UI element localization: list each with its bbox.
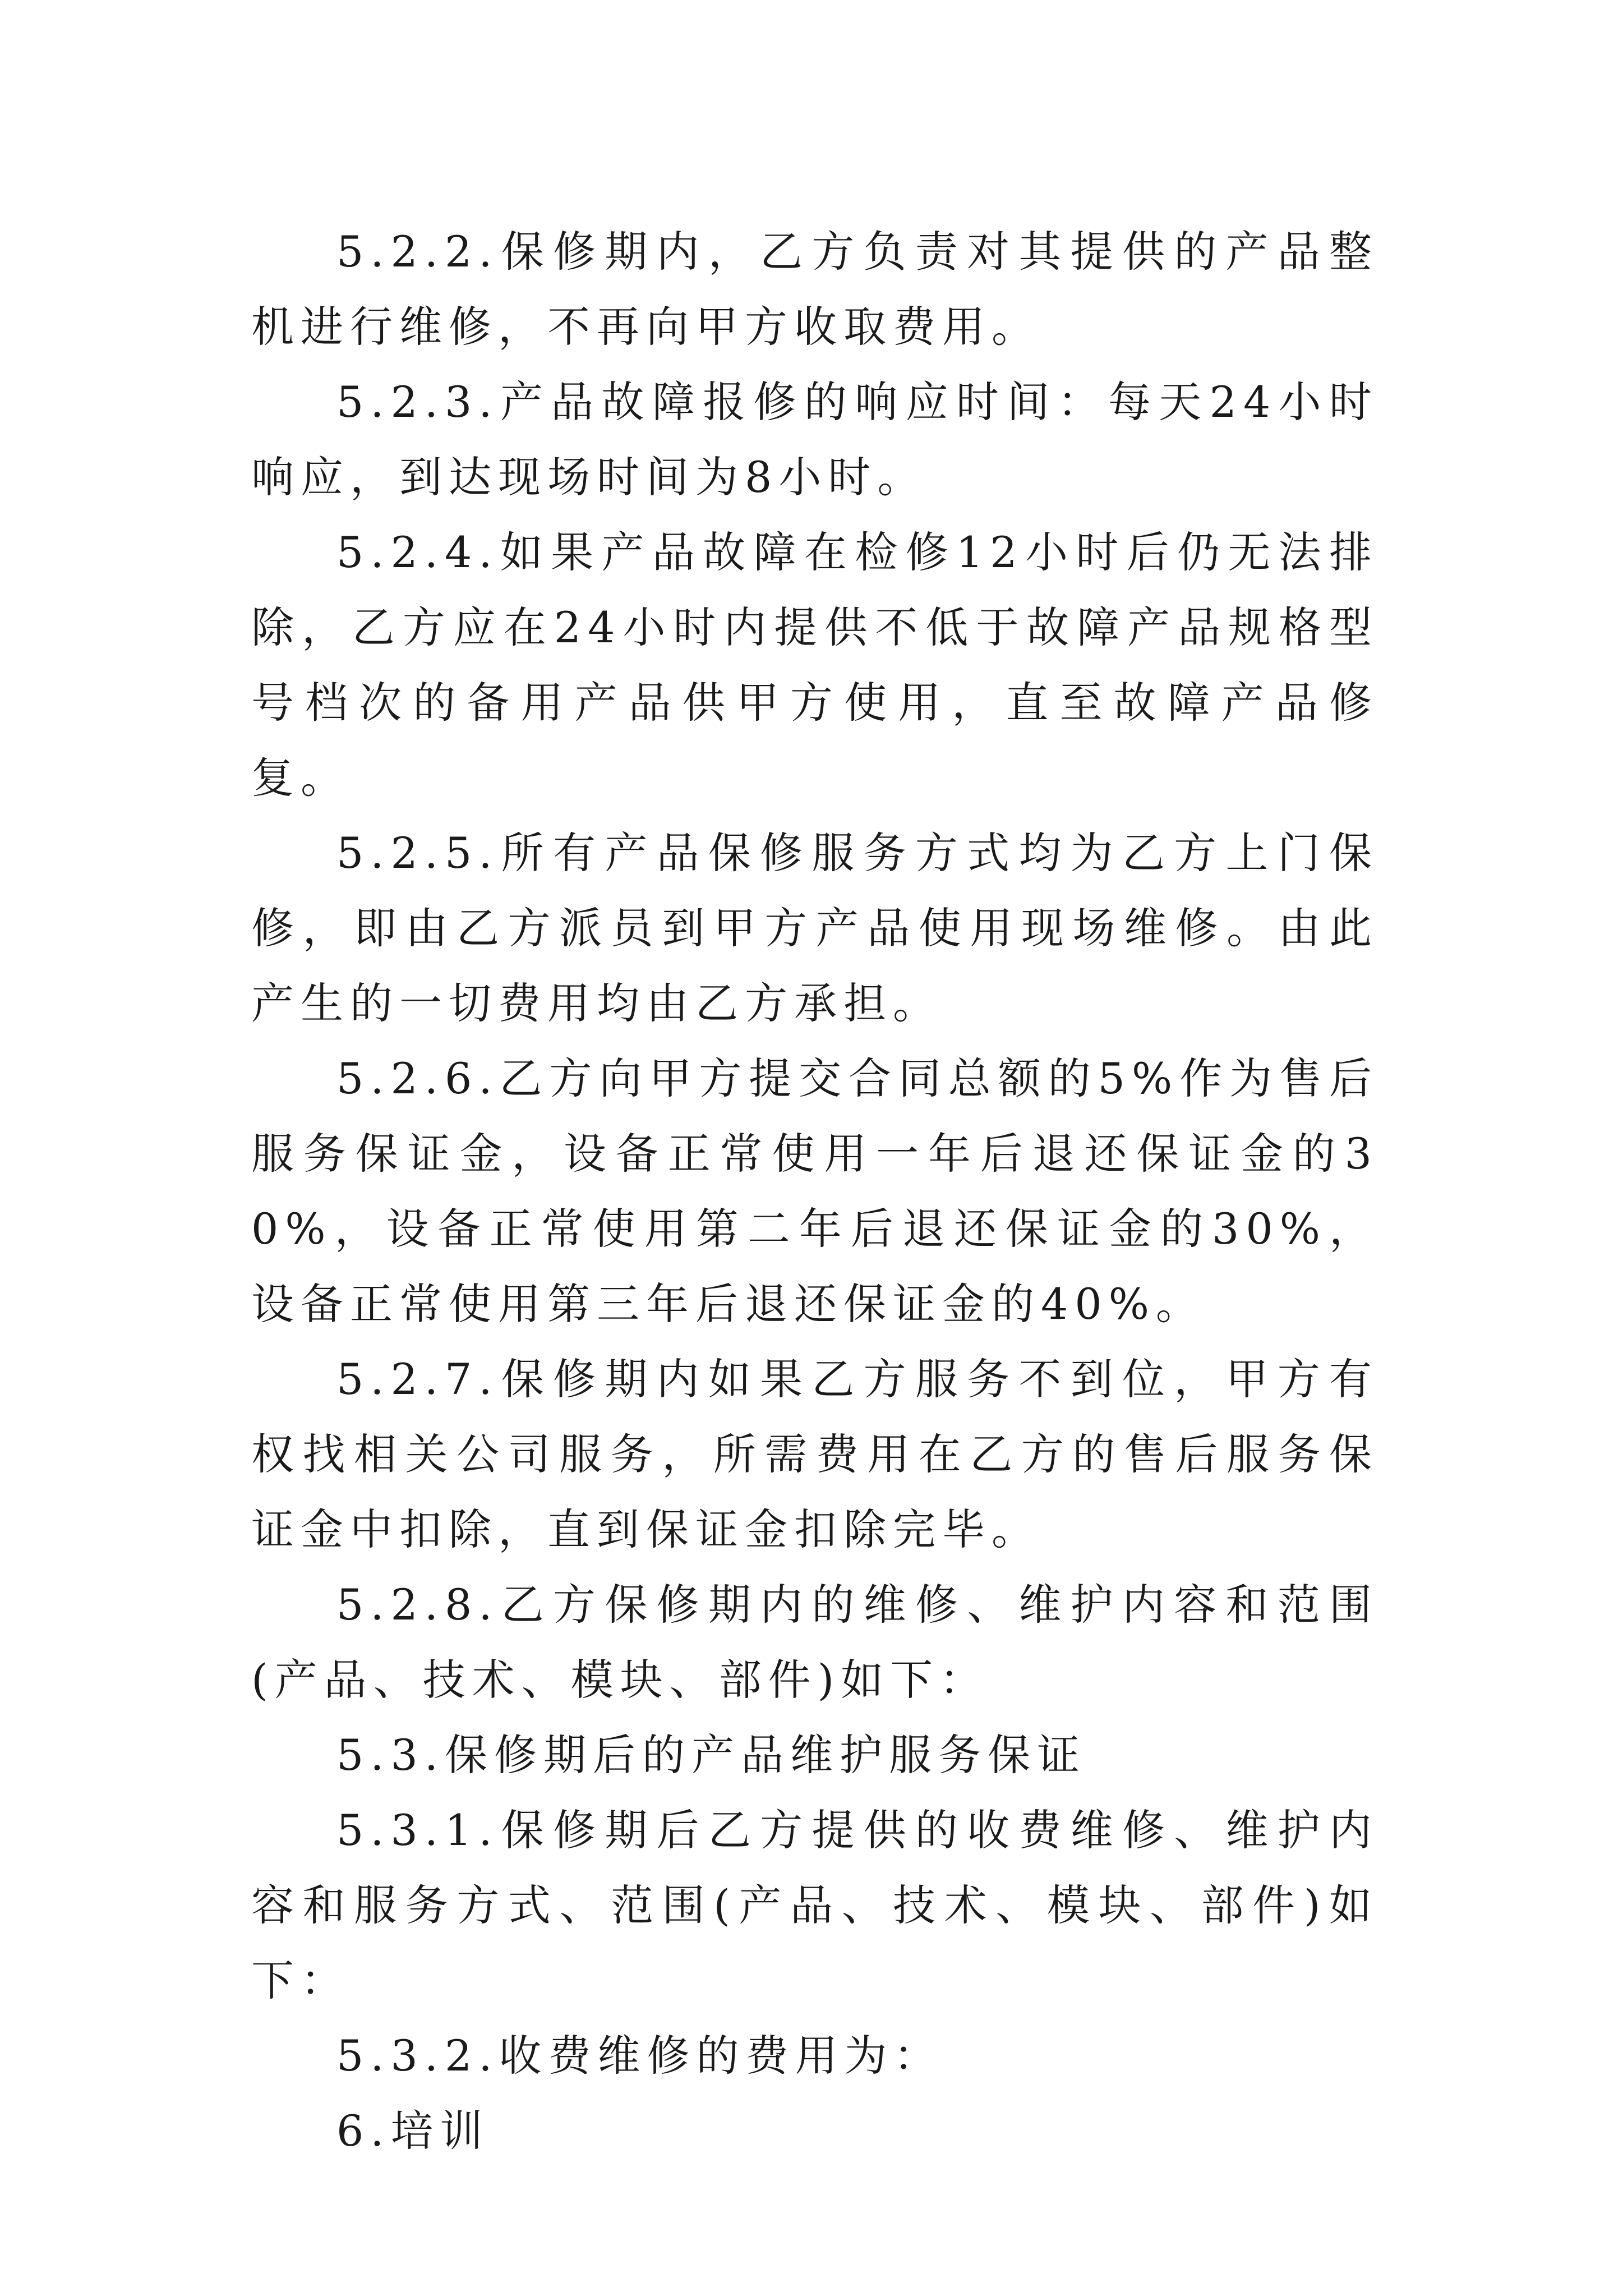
document-body [251,214,1378,2169]
clause-5-2-2: 5.2.2.保修期内，乙方负责对其提供的产品整机进行维修，不再向甲方收取费用。 [251,227,1378,352]
clause-5-2-3: 5.2.3.产品故障报修的响应时间：每天24小时响应，到达现场时间为8小时。 [251,377,1378,502]
clause-5-2-6: 5.2.6.乙方向甲方提交合同总额的5%作为售后服务保证金，设备正常使用一年后退还保证金的30%，设备正常使用第二年后退还保证金的30%，设备正常使用第三年后退还保证金的40%。 [251,1053,1378,1329]
clause-5-3-1: 5.3.1.保修期后乙方提供的收费维修、维护内容和服务方式、范围(产品、技术、模块、部件)如下： [251,1805,1378,2005]
clause-5-2-4: 5.2.4.如果产品故障在检修12小时后仍无法排除，乙方应在24小时内提供不低于故障产品规格型号档次的备用产品供甲方使用，直至故障产品修复。 [251,527,1378,803]
clause-5-2-5: 5.2.5.所有产品保修服务方式均为乙方上门保修，即由乙方派员到甲方产品使用现场维修。由此产生的一切费用均由乙方承担。 [251,828,1378,1028]
section-6-heading: 6.培训 [336,2106,490,2156]
clause-5-3-2: 5.3.2.收费维修的费用为： [336,2031,943,2081]
section-5-3-heading: 5.3.保修期后的产品维护服务保证 [336,1730,1087,1780]
clause-5-2-7: 5.2.7.保修期内如果乙方服务不到位，甲方有权找相关公司服务，所需费用在乙方的售后服务保证金中扣除，直到保证金扣除完毕。 [251,1354,1378,1554]
clause-5-2-8: 5.2.8.乙方保修期内的维修、维护内容和范围(产品、技术、模块、部件)如下： [251,1580,1378,1705]
